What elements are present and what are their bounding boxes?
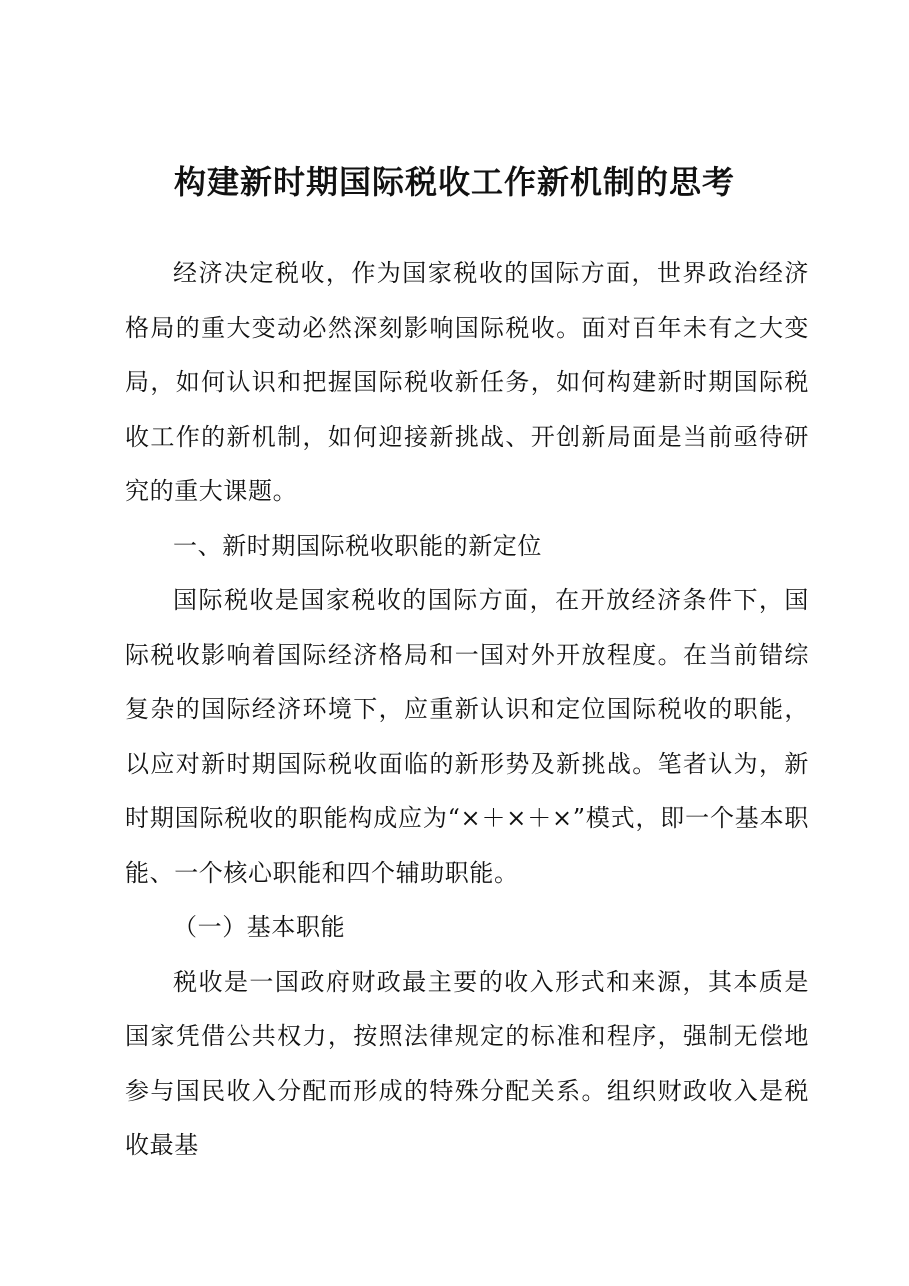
subsection-heading-1: （一）基本职能	[173, 913, 346, 941]
document-title: 构建新时期国际税收工作新机制的思考	[173, 163, 735, 201]
section-heading-1: 一、新时期国际税收职能的新定位	[173, 531, 542, 560]
document-body	[125, 246, 809, 1173]
paragraph-intro: 经济决定税收，作为国家税收的国际方面，世界政治经济格局的重大变动必然深刻影响国际税收。面对百年未有之大变局，如何认识和把握国际税收新任务，如何构建新时期国际税收工作的新机制，如何迎接新挑战、开创新局面是当前亟待研究的重大课题。	[125, 259, 809, 505]
paragraph-section-1: 国际税收是国家税收的国际方面，在开放经济条件下，国际税收影响着国际经济格局和一国对外开放程度。在当前错综复杂的国际经济环境下，应重新认识和定位国际税收的职能，以应对新时期国际税收面临的新形势及新挑战。笔者认为，新时期国际税收的职能构成应为“×＋×＋×”模式，即一个基本职能、一个核心职能和四个辅助职能。	[125, 586, 809, 887]
paragraph-subsection-1: 税收是一国政府财政最主要的收入形式和来源，其本质是国家凭借公共权力，按照法律规定的标准和程序，强制无偿地参与国民收入分配而形成的特殊分配关系。组织财政收入是税收最基	[125, 967, 809, 1159]
